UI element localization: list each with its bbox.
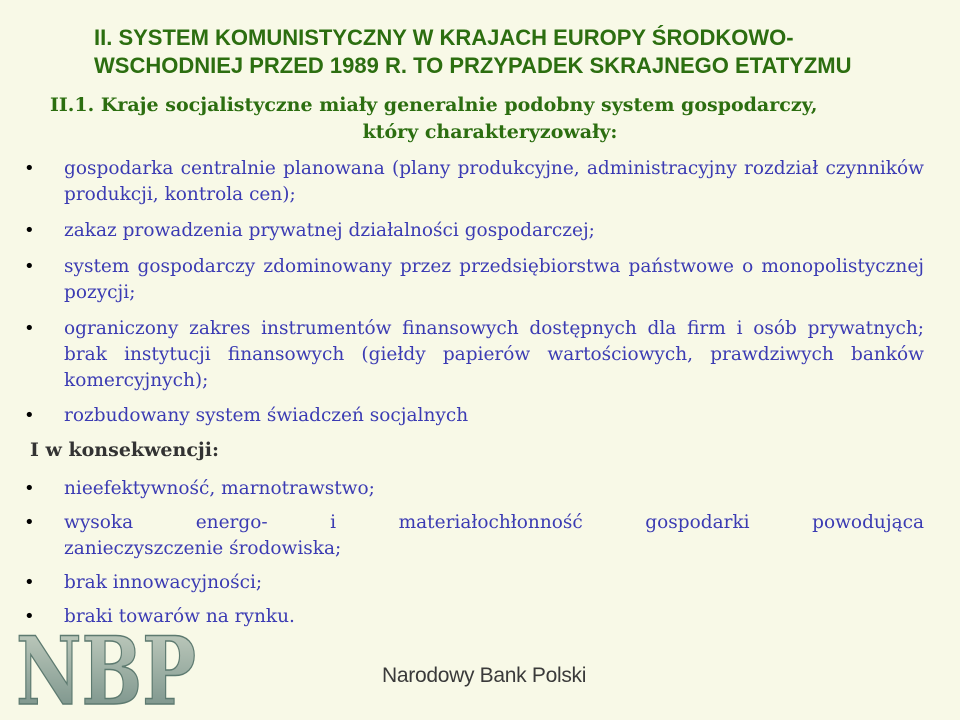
list-item-line: wysoka energo- i materiałochłonność gospodarki powodująca <box>64 512 924 533</box>
bullet-dot-icon: • <box>24 220 35 241</box>
bullet-dot-icon: • <box>24 158 35 179</box>
section-heading-line1: II.1. Kraje socjalistyczne miały generalnie podobny system gospodarczy, <box>50 94 818 116</box>
bullet-dot-icon: • <box>24 572 35 593</box>
nbp-logo-icon <box>12 620 202 712</box>
conclusion-heading: I w konsekwencji: <box>30 439 220 461</box>
list-item: • zakaz prowadzenia prywatnej działalności gospodarczej; <box>24 218 924 244</box>
bullet-dot-icon: • <box>24 405 35 426</box>
bullet-dot-icon: • <box>24 318 35 339</box>
slide-title: II. SYSTEM KOMUNISTYCZNY W KRAJACH EUROPY ŚRODKOWO-WSCHODNIEJ PRZED 1989 R. TO PRZYPADEK SKRAJNEGO ETATYZMU <box>94 25 852 78</box>
list-item: • nieefektywność, marnotrawstwo; <box>24 476 924 502</box>
features-list <box>24 156 924 439</box>
list-item: • system gospodarczy zdominowany przez przedsiębiorstwa państwowe o monopolistycznej pozycji; <box>24 256 924 303</box>
list-item <box>24 510 924 562</box>
section-heading-line2: który charakteryzowały: <box>362 121 618 143</box>
bullet-dot-icon: • <box>24 478 35 499</box>
consequences-list <box>24 476 924 638</box>
list-item: • brak innowacyjności; <box>24 570 924 596</box>
bank-name: Narodowy Bank Polski <box>382 664 587 687</box>
list-item: • rozbudowany system świadczeń socjalnych <box>24 403 924 429</box>
list-item: • gospodarka centralnie planowana (plany produkcyjne, administracyjny rozdział czynników produkcji, kontrola cen); <box>24 158 924 205</box>
bullet-dot-icon: • <box>24 512 35 533</box>
bullet-dot-icon: • <box>24 606 35 627</box>
list-item-line: zanieczyszczenie środowiska; <box>64 538 342 559</box>
list-item: • ograniczony zakres instrumentów finansowych dostępnych dla firm i osób prywatnych; brak instytucji finansowych (giełdy papierów wartościowych, prawdziwych banków komercyjnych); <box>24 318 924 391</box>
list-item: • braki towarów na rynku. <box>24 604 924 630</box>
bullet-dot-icon: • <box>24 256 35 277</box>
section-heading <box>50 92 910 146</box>
logo-text: NBP <box>16 620 196 712</box>
